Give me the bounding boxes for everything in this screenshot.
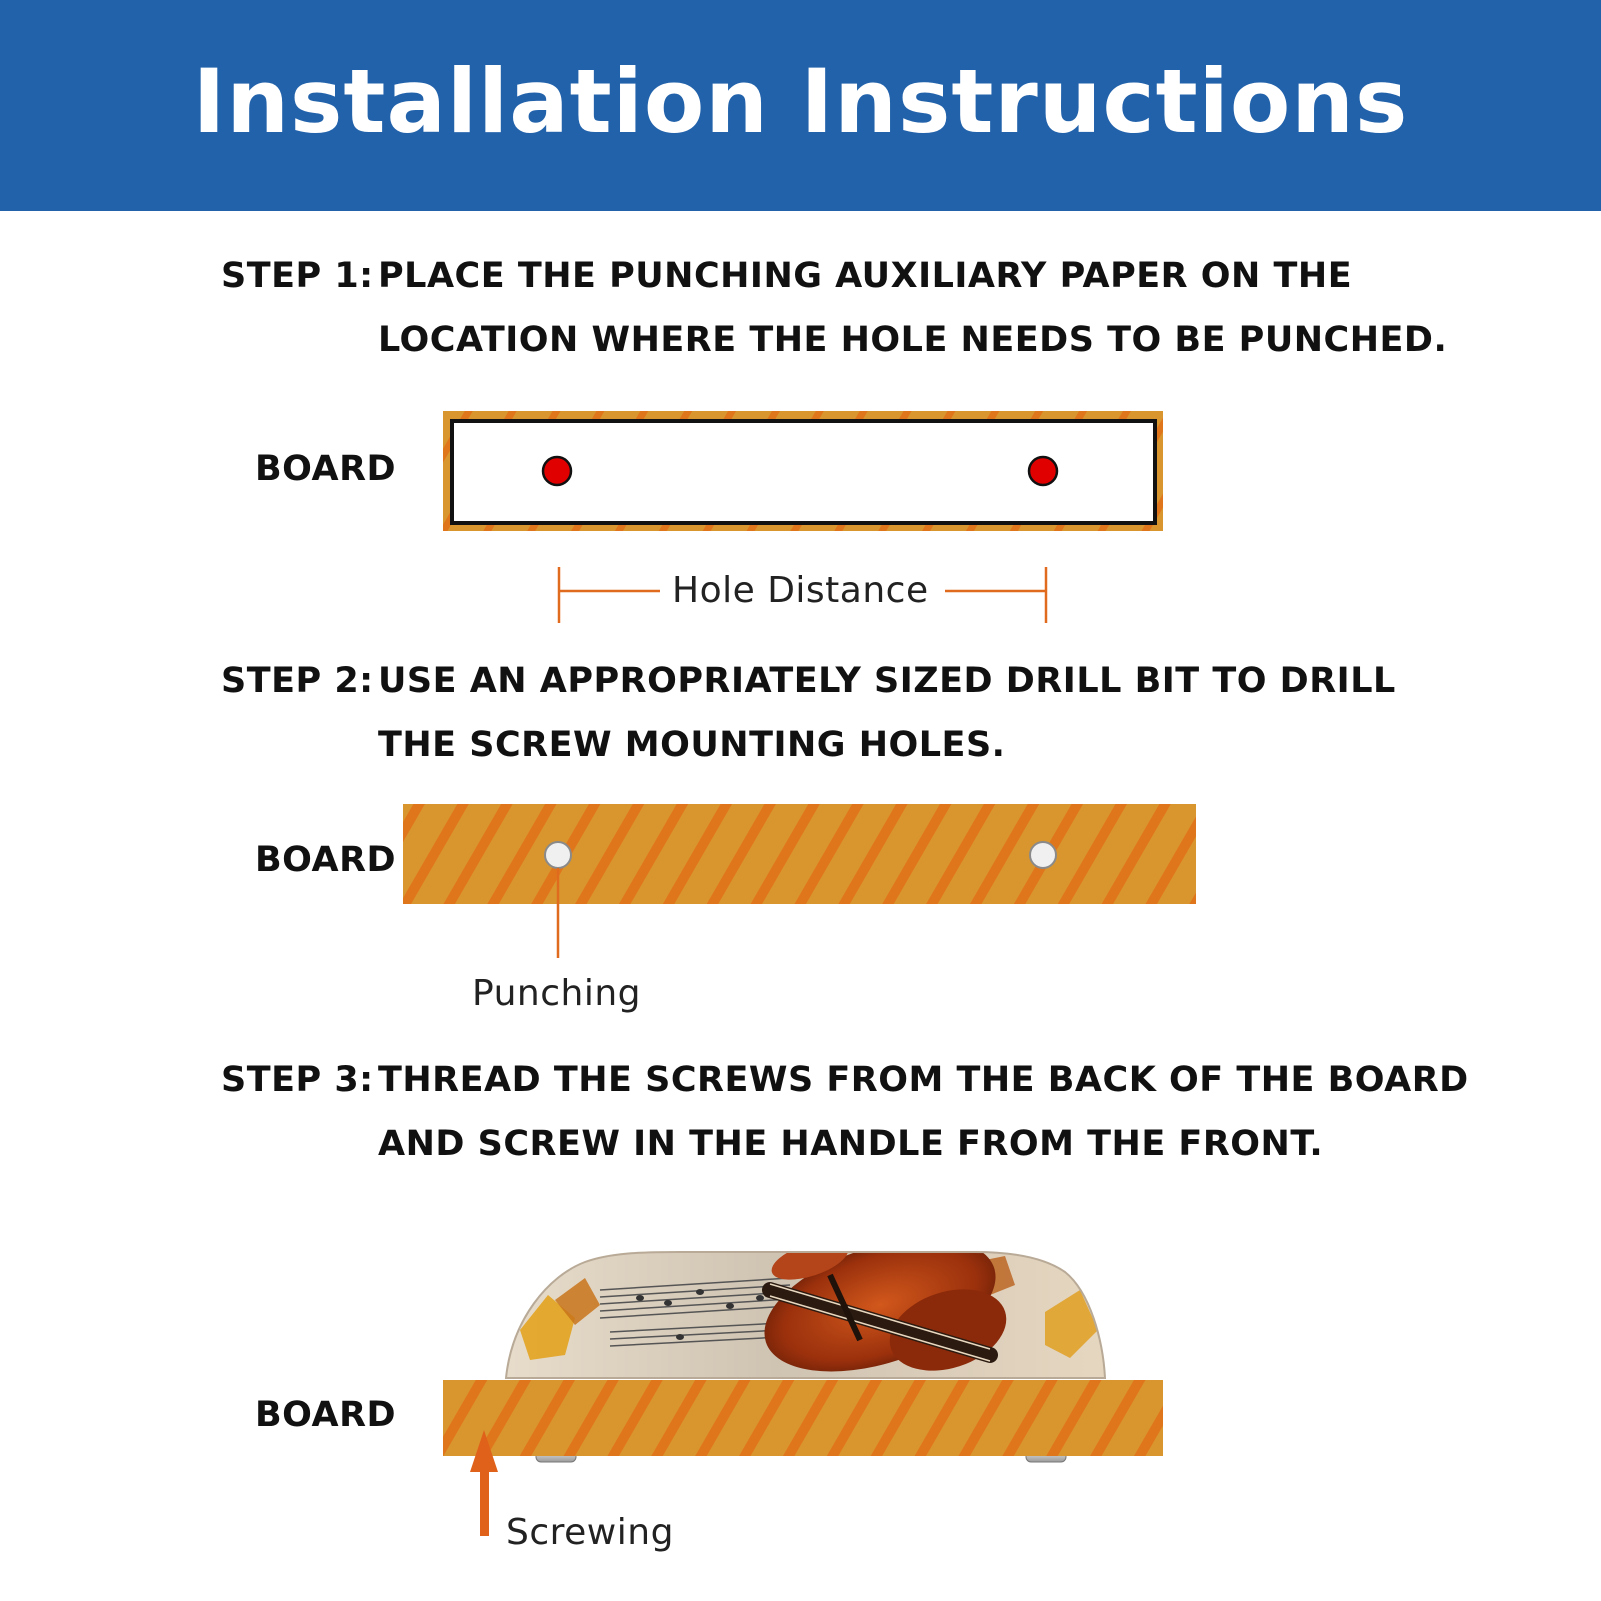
hole-distance-caption: Hole Distance <box>672 570 929 611</box>
screwing-caption: Screwing <box>506 1512 674 1553</box>
step-1-board <box>443 411 1163 531</box>
step-3-board <box>443 1380 1163 1456</box>
step-2-text-line1: USE AN APPROPRIATELY SIZED DRILL BIT TO DRILL <box>378 661 1396 701</box>
board-label-1: BOARD <box>255 449 397 489</box>
board-label-2: BOARD <box>255 840 397 880</box>
step-2-board <box>403 804 1196 958</box>
step-1-label: STEP 1: <box>221 256 374 296</box>
page-title: Installation Instructions <box>192 50 1409 153</box>
step-1-text-line2: LOCATION WHERE THE HOLE NEEDS TO BE PUNCHED. <box>378 320 1448 360</box>
board-label-3: BOARD <box>255 1395 397 1435</box>
drilled-hole-icon <box>545 842 571 868</box>
drilled-hole-icon <box>1030 842 1056 868</box>
step-2-text-line2: THE SCREW MOUNTING HOLES. <box>378 725 1006 765</box>
red-hole-marker-icon <box>1029 457 1057 485</box>
red-hole-marker-icon <box>543 457 571 485</box>
step-3-text-line1: THREAD THE SCREWS FROM THE BACK OF THE BOARD <box>378 1060 1469 1100</box>
step-1-text-line1: PLACE THE PUNCHING AUXILIARY PAPER ON THE <box>378 256 1353 296</box>
step-2-label: STEP 2: <box>221 661 374 701</box>
punching-caption: Punching <box>472 973 641 1014</box>
step-3-label: STEP 3: <box>221 1060 374 1100</box>
violin-handle-icon <box>500 1213 1110 1397</box>
step-3-text-line2: AND SCREW IN THE HANDLE FROM THE FRONT. <box>378 1124 1324 1164</box>
